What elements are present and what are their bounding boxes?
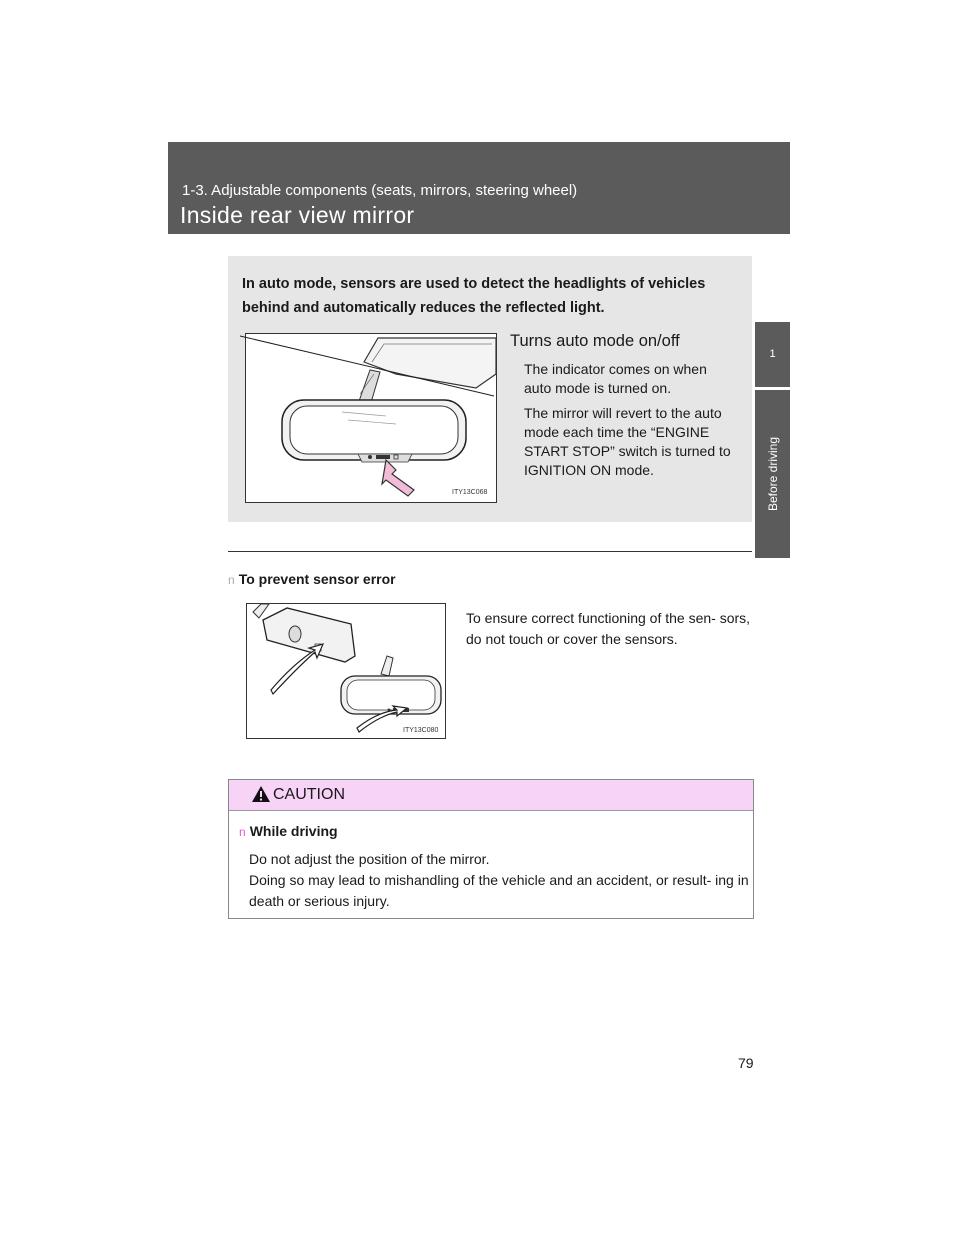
sensor-text: To ensure correct functioning of the sen‑ sors, do not touch or cover the sensors.	[466, 610, 751, 647]
illustration-code: ITY13C068	[452, 489, 488, 496]
illustration-code: ITY13C080	[403, 727, 439, 734]
callout-title: Turns auto mode on/off	[510, 332, 680, 350]
auto-mode-intro: In auto mode, sensors are used to detect the headlights of vehicles behind and automatically reduces the reflected light.	[242, 276, 706, 316]
sensor-heading-text: To prevent sensor error	[238, 571, 396, 587]
section-divider	[228, 551, 752, 552]
callout-indicator-text: The indicator comes on when auto mode is turned on.	[524, 361, 707, 396]
caution-line-1: Do not adjust the position of the mirror.	[249, 851, 490, 867]
caution-line-2: Doing so may lead to mishandling of the vehicle and an accident, or result‑ ing in death or serious injury.	[249, 872, 749, 909]
page-header	[168, 142, 790, 234]
caution-label: CAUTION	[273, 786, 345, 803]
section-label: 1‑3. Adjustable components (seats, mirrors, steering wheel)	[182, 182, 578, 199]
chapter-tab-label: Before driving	[765, 436, 780, 512]
bullet-icon: n	[228, 573, 235, 587]
sensor-drawing	[247, 604, 445, 738]
warning-icon	[251, 785, 271, 803]
chapter-tab	[755, 390, 790, 558]
arrow-icon	[271, 644, 323, 694]
caution-heading-text: While driving	[249, 823, 338, 839]
callout-leader-line	[228, 316, 508, 406]
sensor-heading	[228, 571, 396, 587]
page-title: Inside rear view mirror	[180, 202, 415, 228]
bullet-icon: n	[239, 825, 246, 839]
caution-heading	[239, 823, 338, 839]
auto-mode-box	[228, 256, 752, 522]
page-number: 79	[738, 1055, 754, 1071]
caution-header	[229, 780, 753, 811]
caution-body	[249, 849, 749, 912]
arrow-icon	[382, 460, 414, 496]
caution-box	[228, 779, 754, 919]
chapter-tab-number: 1	[755, 322, 790, 387]
callout-revert-text: The mirror will revert to the auto mode each time the “ENGINE START STOP” switch is turned to IGNITION ON mode.	[524, 405, 731, 478]
sensor-illustration	[246, 603, 446, 739]
